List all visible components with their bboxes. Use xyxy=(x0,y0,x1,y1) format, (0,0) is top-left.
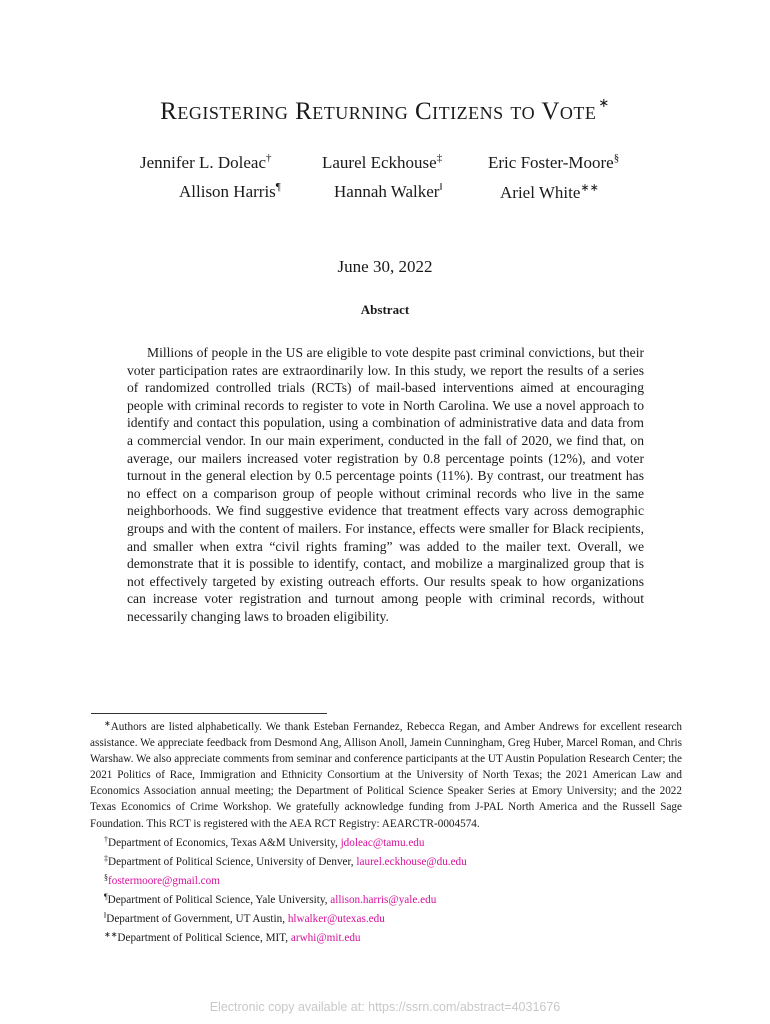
author-mark: ‡ xyxy=(436,152,443,164)
email-link[interactable]: arwhi@mit.edu xyxy=(290,932,361,945)
author-name: Laurel Eckhouse xyxy=(322,153,437,172)
footnote-affiliation-doleac xyxy=(90,832,682,851)
author-mark: ∗∗ xyxy=(580,182,599,194)
footnote-mark: † xyxy=(104,834,108,844)
footnote-affiliation-white xyxy=(90,927,682,946)
footnote-mark: ‖ xyxy=(104,911,107,921)
footnote-rule xyxy=(91,713,327,714)
affiliation-text: Department of Political Science, Yale University, xyxy=(107,893,331,906)
author-walker xyxy=(334,181,443,202)
footnote-acknowledgements xyxy=(90,716,682,832)
footnote-text: Authors are listed alphabetically. We thank Esteban Fernandez, Rebecca Regan, and Amber Andrews for excellent research assistance. We appreciate feedback from Desmond Ang, Allison Anoll, Jamein Cunningham, Greg Huber, Marcel Roman, and Chris Warshaw. We also appreciate comments from seminar and conference participants at the UT Austin Population Research Center; the 2021 Politics of Race, Immigration and Ethnicity Consortium at the University of North Texas; the 2021 American Law and Economics Association annual meeting; the Department of Political Science Speaker Series at Emory University; and the 2022 Texas Economics of Crime Workshop. We gratefully acknowledge funding from J-PAL North America and the Russell Sage Foundation. This RCT is registered with the AEA RCT Registry: AEARCTR-0004574. xyxy=(90,721,682,830)
abstract-paragraph: Millions of people in the US are eligible to vote despite past criminal convictions, but their voter participation rates are extraordinarily low. In this study, we report the results of a series of randomized controlled trials (RCTs) of mail-based interventions aimed at encouraging people with criminal records to register to vote in North Carolina. We use a novel approach to identify and contact this population, using a combination of administrative data and data from a commercial vendor. In our main experiment, conducted in the fall of 2020, we find that, on average, our mailers increased voter registration by 0.8 percentage points (12%), and voter turnout in the general election by 0.5 percentage points (11%). By contrast, our treatment has no effect on a comparison group of people without criminal records who live in the same neighborhoods. We find suggestive evidence that treatment effects vary across demographic groups and with the content of mailers. For instance, effects were smaller for Black recipients, and smaller when extra “civil rights framing” was added to the mailer text. Overall, we demonstrate that it is possible to identify, contact, and mobilize a marginalized group that is not effectively targeted by existing outreach efforts. Our results speak to how organizations can increase voter registration and turnout among people with criminal records, without necessarily changing laws to broaden eligibility. xyxy=(127,345,644,624)
footnote-affiliation-walker xyxy=(90,908,682,927)
paper-title xyxy=(0,95,770,126)
author-harris xyxy=(179,181,281,202)
footnote-affiliation-foster-moore xyxy=(90,870,682,889)
author-mark: ‖ xyxy=(439,181,443,193)
ssrn-watermark: Electronic copy available at: https://ssrn.com/abstract=4031676 xyxy=(209,1000,561,1014)
affiliation-text: Department of Political Science, University of Denver, xyxy=(108,855,357,868)
affiliation-text: Department of Economics, Texas A&M University, xyxy=(108,836,341,849)
footnotes xyxy=(90,716,682,946)
email-link[interactable]: hlwalker@utexas.edu xyxy=(287,913,385,926)
footnote-mark: ∗ xyxy=(104,719,111,728)
affiliation-text: Department of Government, UT Austin, xyxy=(106,913,288,926)
abstract-body xyxy=(127,344,644,626)
email-link[interactable]: jdoleac@tamu.edu xyxy=(340,836,425,849)
author-doleac xyxy=(140,152,272,173)
author-mark: † xyxy=(266,152,272,164)
email-link[interactable]: laurel.eckhouse@du.edu xyxy=(356,855,467,868)
footnote-mark: § xyxy=(104,872,108,882)
author-mark: § xyxy=(613,152,620,164)
author-name: Hannah Walker xyxy=(334,182,440,201)
title-footnote-mark: ∗ xyxy=(598,95,610,110)
author-foster-moore xyxy=(488,152,619,173)
author-name: Allison Harris xyxy=(179,182,276,201)
author-name: Eric Foster-Moore xyxy=(488,153,614,172)
footnote-mark: ‡ xyxy=(104,853,108,863)
footnote-mark: ∗∗ xyxy=(104,930,118,940)
footnote-affiliation-eckhouse xyxy=(90,851,682,870)
title-text: Registering Returning Citizens to Vote xyxy=(160,98,597,125)
footnote-affiliation-harris xyxy=(90,889,682,908)
author-eckhouse xyxy=(322,152,442,173)
author-mark: ¶ xyxy=(275,181,281,193)
abstract-heading: Abstract xyxy=(360,302,410,317)
publication-date: June 30, 2022 xyxy=(337,257,433,276)
footnote-mark: ¶ xyxy=(104,891,108,901)
email-link[interactable]: allison.harris@yale.edu xyxy=(330,893,437,906)
author-white xyxy=(500,181,599,203)
author-name: Jennifer L. Doleac xyxy=(140,153,267,172)
affiliation-text: Department of Political Science, MIT, xyxy=(117,932,291,945)
author-name: Ariel White xyxy=(500,183,581,202)
email-link[interactable]: fostermoore@gmail.com xyxy=(108,874,220,887)
